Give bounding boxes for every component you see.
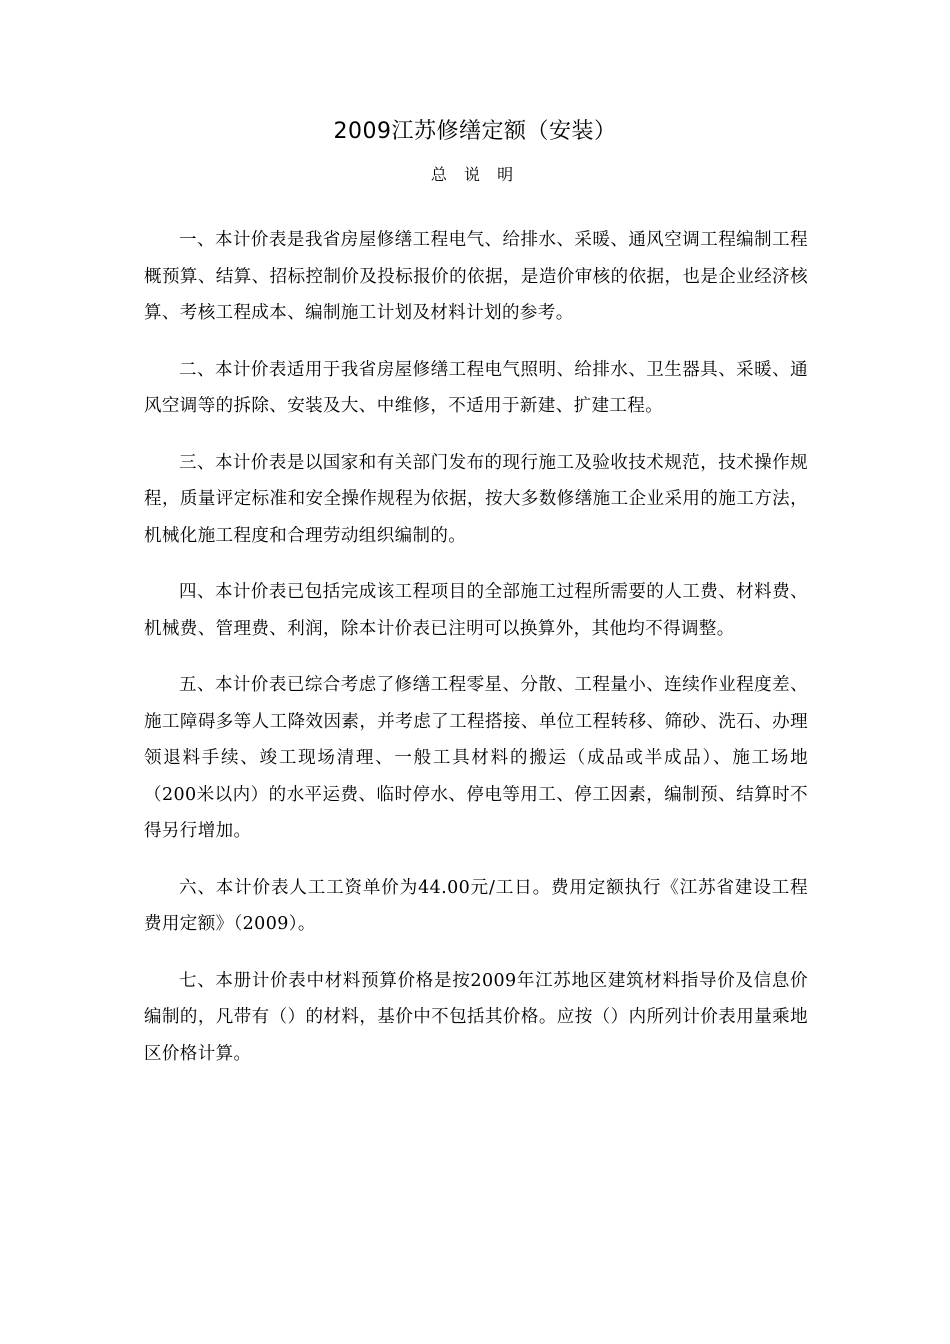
paragraph-4: 四、本计价表已包括完成该工程项目的全部施工过程所需要的人工费、材料费、机械费、管理费、利润，除本计价表已注明可以换算外，其他均不得调整。 <box>144 582 808 639</box>
document-body <box>144 222 808 1092</box>
document-subtitle: 总 说 明 <box>430 165 520 184</box>
paragraph-1: 一、本计价表是我省房屋修缮工程电气、给排水、采暖、通风空调工程编制工程概预算、结算、招标控制价及投标报价的依据，是造价审核的依据，也是企业经济核算、考核工程成本、编制施工计划及材料计划的参考。 <box>144 230 808 323</box>
paragraph-6: 六、本计价表人工工资单价为44.00元/工日。费用定额执行《江苏省建设工程费用定额》（2009）。 <box>144 877 808 934</box>
paragraph-5: 五、本计价表已综合考虑了修缮工程零星、分散、工程量小、连续作业程度差、施工障碍多等人工降效因素，并考虑了工程搭接、单位工程转移、筛砂、洗石、办理领退料手续、竣工现场清理、一般工具材料的搬运（成品或半成品）、施工场地（200米以内）的水平运费、临时停水、停电等用工、停工因素，编制预、结算时不得另行增加。 <box>144 675 808 841</box>
document-title: 2009江苏修缮定额（安装） <box>333 119 617 144</box>
paragraph-2: 二、本计价表适用于我省房屋修缮工程电气照明、给排水、卫生器具、采暖、通风空调等的拆除、安装及大、中维修，不适用于新建、扩建工程。 <box>144 359 808 416</box>
paragraph-7: 七、本册计价表中材料预算价格是按2009年江苏地区建筑材料指导价及信息价编制的，凡带有（）的材料，基价中不包括其价格。应按（）内所列计价表用量乘地区价格计算。 <box>144 970 808 1064</box>
paragraph-3: 三、本计价表是以国家和有关部门发布的现行施工及验收技术规范，技术操作规程，质量评定标准和安全操作规程为依据，按大多数修缮施工企业采用的施工方法，机械化施工程度和合理劳动组织编制的。 <box>144 452 808 546</box>
